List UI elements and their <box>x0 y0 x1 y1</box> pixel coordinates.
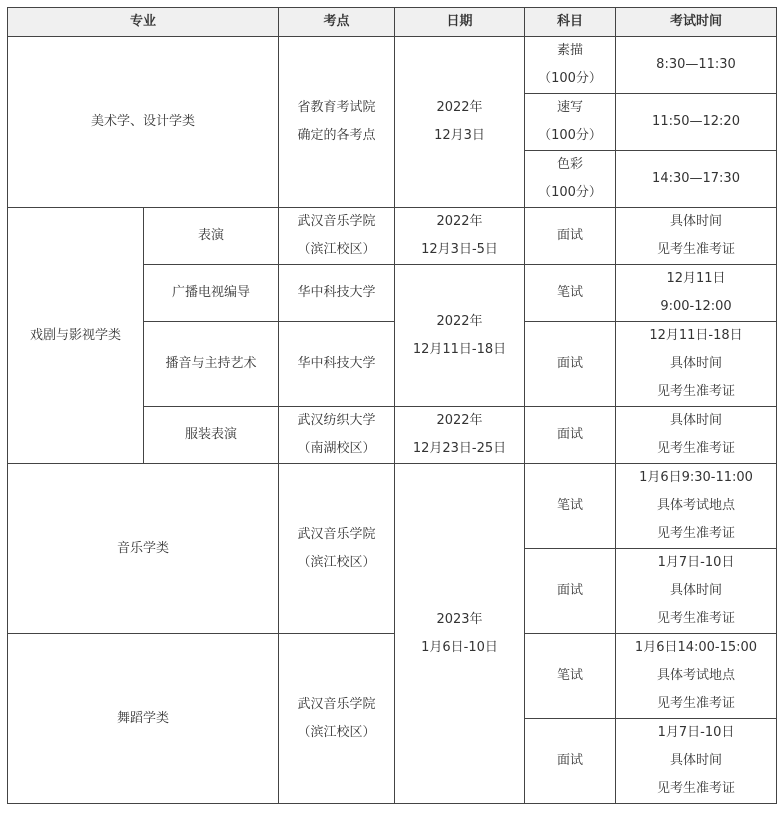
venue-perform: 武汉音乐学院 （滨江校区） <box>279 208 395 265</box>
venue-dance: 武汉音乐学院 （滨江校区） <box>279 634 395 804</box>
header-time: 考试时间 <box>616 8 777 37</box>
time-host: 12月11日-18日 具体时间 见考生准考证 <box>616 322 777 407</box>
sub-major-broadcast: 广播电视编导 <box>144 265 279 322</box>
time-perform: 具体时间 见考生准考证 <box>616 208 777 265</box>
time-music-interview: 1月7日-10日 具体时间 见考生准考证 <box>616 549 777 634</box>
subject-host: 面试 <box>525 322 616 407</box>
subject-perform: 面试 <box>525 208 616 265</box>
subject-music-interview: 面试 <box>525 549 616 634</box>
exam-schedule-table-wrapper <box>7 7 777 804</box>
date-broadcast-host: 2022年 12月11日-18日 <box>395 265 525 407</box>
time-quick-sketch: 11:50—12:20 <box>616 94 777 151</box>
header-row <box>8 8 777 37</box>
table-row <box>8 208 777 265</box>
exam-schedule-table <box>7 7 777 804</box>
time-fashion: 具体时间 见考生准考证 <box>616 407 777 464</box>
sub-major-fashion: 服装表演 <box>144 407 279 464</box>
major-art: 美术学、设计学类 <box>8 37 279 208</box>
major-dance: 舞蹈学类 <box>8 634 279 804</box>
header-major: 专业 <box>8 8 279 37</box>
table-row <box>8 37 777 94</box>
time-dance-written: 1月6日14:00-15:00 具体考试地点 见考生准考证 <box>616 634 777 719</box>
venue-music: 武汉音乐学院 （滨江校区） <box>279 464 395 634</box>
major-drama: 戏剧与影视学类 <box>8 208 144 464</box>
date-perform: 2022年 12月3日-5日 <box>395 208 525 265</box>
header-subject: 科目 <box>525 8 616 37</box>
subject-fashion: 面试 <box>525 407 616 464</box>
table-row <box>8 634 777 719</box>
subject-quick-sketch: 速写 （100分） <box>525 94 616 151</box>
time-broadcast: 12月11日 9:00-12:00 <box>616 265 777 322</box>
date-music-dance: 2023年 1月6日-10日 <box>395 464 525 804</box>
venue-fashion: 武汉纺织大学 （南湖校区） <box>279 407 395 464</box>
sub-major-perform: 表演 <box>144 208 279 265</box>
venue-broadcast: 华中科技大学 <box>279 265 395 322</box>
major-music: 音乐学类 <box>8 464 279 634</box>
time-sketch: 8:30—11:30 <box>616 37 777 94</box>
subject-music-written: 笔试 <box>525 464 616 549</box>
subject-dance-written: 笔试 <box>525 634 616 719</box>
header-venue: 考点 <box>279 8 395 37</box>
date-art: 2022年 12月3日 <box>395 37 525 208</box>
sub-major-host: 播音与主持艺术 <box>144 322 279 407</box>
table-row <box>8 464 777 549</box>
date-fashion: 2022年 12月23日-25日 <box>395 407 525 464</box>
venue-art: 省教育考试院 确定的各考点 <box>279 37 395 208</box>
time-music-written: 1月6日9:30-11:00 具体考试地点 见考生准考证 <box>616 464 777 549</box>
subject-sketch: 素描 （100分） <box>525 37 616 94</box>
subject-dance-interview: 面试 <box>525 719 616 804</box>
subject-broadcast: 笔试 <box>525 265 616 322</box>
time-color: 14:30—17:30 <box>616 151 777 208</box>
venue-host: 华中科技大学 <box>279 322 395 407</box>
subject-color: 色彩 （100分） <box>525 151 616 208</box>
time-dance-interview: 1月7日-10日 具体时间 见考生准考证 <box>616 719 777 804</box>
header-date: 日期 <box>395 8 525 37</box>
